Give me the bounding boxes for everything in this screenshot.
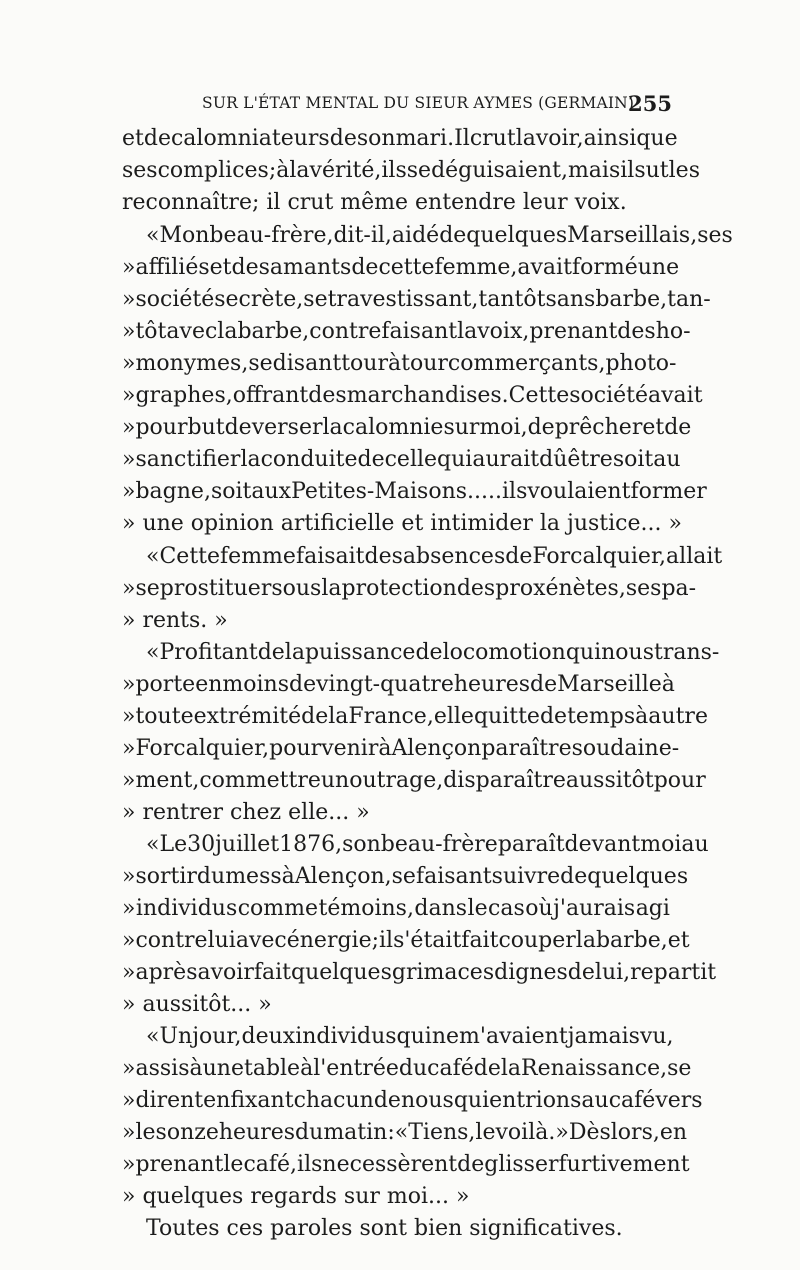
text-line: ses complices; à la vérité, ils se déguisaient, mais il sut les xyxy=(122,158,700,183)
text-line: » rentrer chez elle... » xyxy=(122,800,370,825)
text-line: « Cette femme faisait des absences de Forcalquier, allait xyxy=(146,544,723,569)
text-line: » affiliés et des amants de cette femme, avait formé une xyxy=(122,255,680,280)
text-line: » individus comme témoins, dans le cas où j'aurais agi xyxy=(122,896,670,921)
text-line: » rents. » xyxy=(122,608,228,633)
text-line: » ment, commettre un outrage, disparaître aussitôt pour xyxy=(122,768,706,793)
text-line: » pour but de verser la calomnie sur moi, de prêcher et de xyxy=(122,415,692,440)
text-line: » se prostituer sous la protection des proxénètes, ses pa- xyxy=(122,576,697,601)
text-line: « Le 30 juillet 1876, son beau-frère paraît devant moi au xyxy=(146,832,709,857)
text-line: » toute extrémité de la France, elle quitte de temps à autre xyxy=(122,704,708,729)
text-line: » une opinion artificielle et intimider la justice... » xyxy=(122,511,682,536)
text-line: » après avoir fait quelques grimaces dignes de lui, repartit xyxy=(122,960,717,985)
text-line: » aussitôt... » xyxy=(122,992,272,1017)
text-line: « Profitant de la puissance de locomotion qui nous trans- xyxy=(146,640,720,665)
running-header xyxy=(202,91,672,120)
text-line: » porte en moins de vingt-quatre heures de Marseille à xyxy=(122,672,675,697)
text-line: « Un jour, deux individus qui ne m'avaient jamais vu, xyxy=(146,1024,674,1049)
text-line: » bagne, soit aux Petites-Maisons..... ils voulaient former xyxy=(122,479,707,504)
text-line: » dirent en fixant chacun de nous qui entrions au café vers xyxy=(122,1088,703,1113)
text-line: Toutes ces paroles sont bien significatives. xyxy=(146,1216,623,1241)
page-number: 255 xyxy=(628,91,672,116)
text-line: » sortir du mess à Alençon, se faisant suivre de quelques xyxy=(122,864,689,889)
text-line: » tôt avec la barbe, contrefaisant la voix, prenant des ho- xyxy=(122,319,691,344)
text-line: « Mon beau-frère, dit-il, aidé de quelques Marseillais, ses xyxy=(146,223,733,248)
text-line: » les onze heures du matin : « Tiens, le voilà. » Dès lors, en xyxy=(122,1120,688,1145)
text-line: » Forcalquier, pour venir à Alençon paraître soudaine- xyxy=(122,736,680,761)
text-line: » assis à une table à l'entrée du café de la Renaissance, se xyxy=(122,1056,692,1081)
text-line: reconnaître; il crut même entendre leur voix. xyxy=(122,190,627,215)
text-line: » société secrète, se travestissant, tantôt sans barbe, tan- xyxy=(122,287,711,312)
text-line: » prenant le café, ils ne cessèrent de glisser furtivement xyxy=(122,1152,690,1177)
text-line: » quelques regards sur moi... » xyxy=(122,1184,470,1209)
text-line: et de calomniateurs de son mari. Il crut la voir, ainsi que xyxy=(122,126,678,151)
running-title: SUR L'ÉTAT MENTAL DU SIEUR AYMES (GERMAIN) xyxy=(202,94,635,112)
text-line: » graphes, offrant des marchandises. Cette société avait xyxy=(122,383,703,408)
text-line: » contre lui avec énergie; il s'était fait couper la barbe, et xyxy=(122,928,690,953)
text-line: » sanctifier la conduite de celle qui aurait dû être soit au xyxy=(122,447,681,472)
text-line: » monymes, se disant tour à tour commerçants, photo- xyxy=(122,351,677,376)
